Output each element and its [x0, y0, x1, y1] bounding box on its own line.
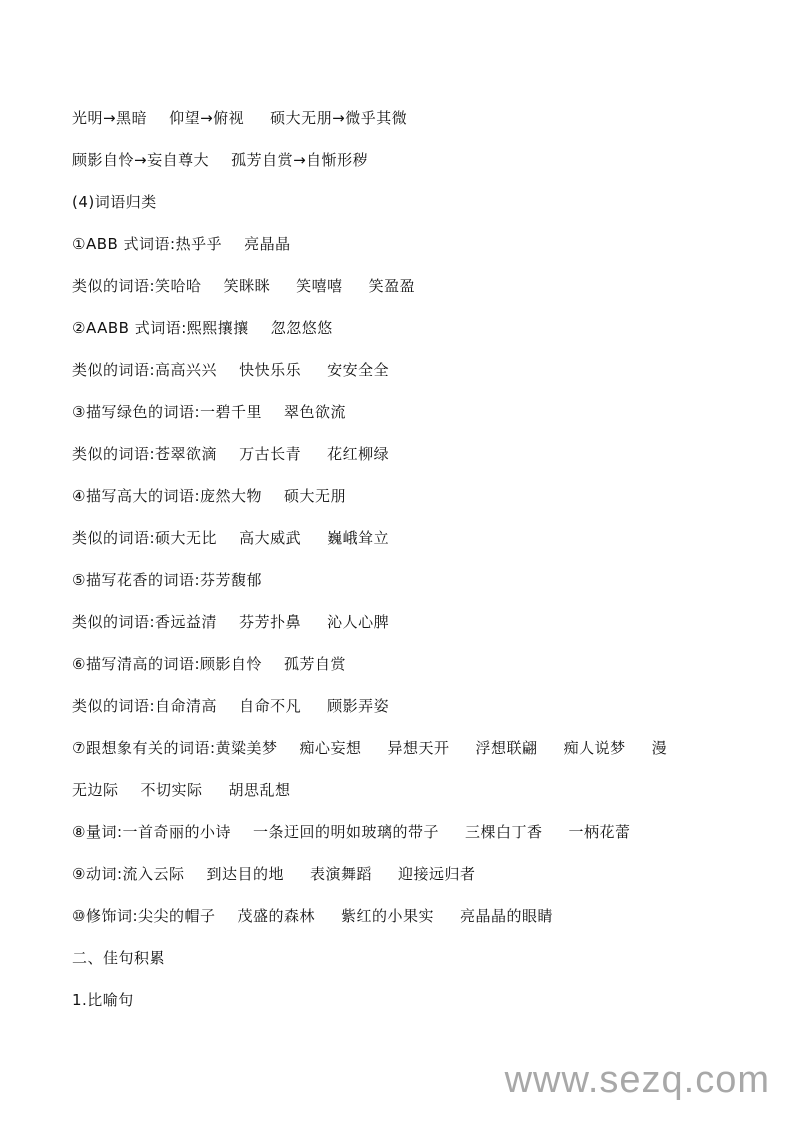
watermark: www.sezq.com: [504, 1059, 770, 1101]
text-line: [72, 274, 772, 316]
text-line: [72, 694, 772, 736]
word-item: 无边际: [72, 781, 119, 799]
text-line: [72, 904, 772, 946]
word-item: 翠色欲流: [284, 403, 347, 421]
word-item: 类似的词语:自命清高: [72, 697, 218, 715]
text-line: [72, 778, 772, 820]
text-line: [72, 820, 772, 862]
word-item: 自命不凡: [239, 697, 302, 715]
word-item: ④描写高大的词语:庞然大物: [72, 487, 263, 505]
word-item: 笑盈盈: [368, 277, 416, 295]
word-item: 忽忽悠悠: [270, 319, 333, 337]
word-item: 类似的词语:高高兴兴: [72, 361, 218, 379]
word-item: 三棵白丁香: [465, 823, 543, 841]
word-item: ⑧量词:一首奇丽的小诗: [72, 823, 232, 841]
word-item: 硕大无朋→微乎其微: [270, 109, 408, 127]
word-item: 一条迂回的明如玻璃的带子: [253, 823, 440, 841]
word-item: 亮晶晶的眼睛: [460, 907, 554, 925]
word-item: 快快乐乐: [239, 361, 302, 379]
text-line: [72, 652, 772, 694]
text-line: [72, 442, 772, 484]
word-item: 孤芳自赏: [284, 655, 347, 673]
word-item: 异想天开: [387, 739, 450, 757]
text-line: [72, 736, 772, 778]
word-item: 光明→黑暗: [72, 109, 148, 127]
word-item: ③描写绿色的词语:一碧千里: [72, 403, 263, 421]
word-item: 茂盛的森林: [237, 907, 316, 925]
text-line: [72, 988, 772, 1030]
word-item: 亮晶晶: [244, 235, 291, 253]
word-item: 顾影自怜→妄自尊大: [72, 151, 210, 169]
word-item: 痴心妄想: [299, 739, 362, 757]
word-item: 二、佳句积累: [72, 949, 166, 967]
document-body: [72, 106, 772, 1030]
text-line: [72, 946, 772, 988]
text-line: [72, 526, 772, 568]
word-item: ⑤描写花香的词语:芬芳馥郁: [72, 571, 263, 589]
word-item: 孤芳自赏→自惭形秽: [231, 151, 369, 169]
word-item: 类似的词语:香远益清: [72, 613, 218, 631]
text-line: [72, 862, 772, 904]
word-item: (4)词语归类: [72, 193, 157, 211]
text-line: [72, 148, 772, 190]
text-line: [72, 568, 772, 610]
word-item: 漫: [651, 739, 668, 757]
word-item: ⑩修饰词:尖尖的帽子: [72, 907, 216, 925]
word-item: 类似的词语:苍翠欲滴: [72, 445, 218, 463]
word-item: 紫红的小果实: [341, 907, 435, 925]
word-item: 笑嘻嘻: [296, 277, 343, 295]
word-item: ⑥描写清高的词语:顾影自怜: [72, 655, 263, 673]
text-line: [72, 232, 772, 274]
text-line: [72, 610, 772, 652]
word-item: 花红柳绿: [327, 445, 390, 463]
word-item: 沁人心脾: [327, 613, 390, 631]
word-item: 表演舞蹈: [310, 865, 373, 883]
text-line: [72, 190, 772, 232]
word-item: ②AABB 式词语:熙熙攘攘: [72, 319, 249, 337]
word-item: ①ABB 式词语:热乎乎: [72, 235, 223, 253]
word-item: 迎接远归者: [398, 865, 476, 883]
word-item: 芬芳扑鼻: [239, 613, 302, 631]
word-item: 笑眯眯: [223, 277, 271, 295]
word-item: 1.比喻句: [72, 991, 134, 1009]
word-item: 仰望→俯视: [169, 109, 245, 127]
text-line: [72, 106, 772, 148]
text-line: [72, 316, 772, 358]
text-line: [72, 400, 772, 442]
word-item: 一柄花蕾: [568, 823, 631, 841]
word-item: 顾影弄姿: [327, 697, 390, 715]
text-line: [72, 358, 772, 400]
word-item: 浮想联翩: [475, 739, 538, 757]
word-item: 胡思乱想: [228, 781, 291, 799]
word-item: 万古长青: [239, 445, 302, 463]
word-item: 到达目的地: [206, 865, 285, 883]
word-item: ⑦跟想象有关的词语:黄粱美梦: [72, 739, 278, 757]
text-line: [72, 484, 772, 526]
word-item: 高大威武: [239, 529, 302, 547]
word-item: 痴人说梦: [563, 739, 626, 757]
word-item: 类似的词语:硕大无比: [72, 529, 218, 547]
word-item: 不切实际: [140, 781, 203, 799]
word-item: 安安全全: [327, 361, 390, 379]
word-item: 巍峨耸立: [327, 529, 390, 547]
word-item: ⑨动词:流入云际: [72, 865, 185, 883]
word-item: 硕大无朋: [284, 487, 347, 505]
word-item: 类似的词语:笑哈哈: [72, 277, 202, 295]
